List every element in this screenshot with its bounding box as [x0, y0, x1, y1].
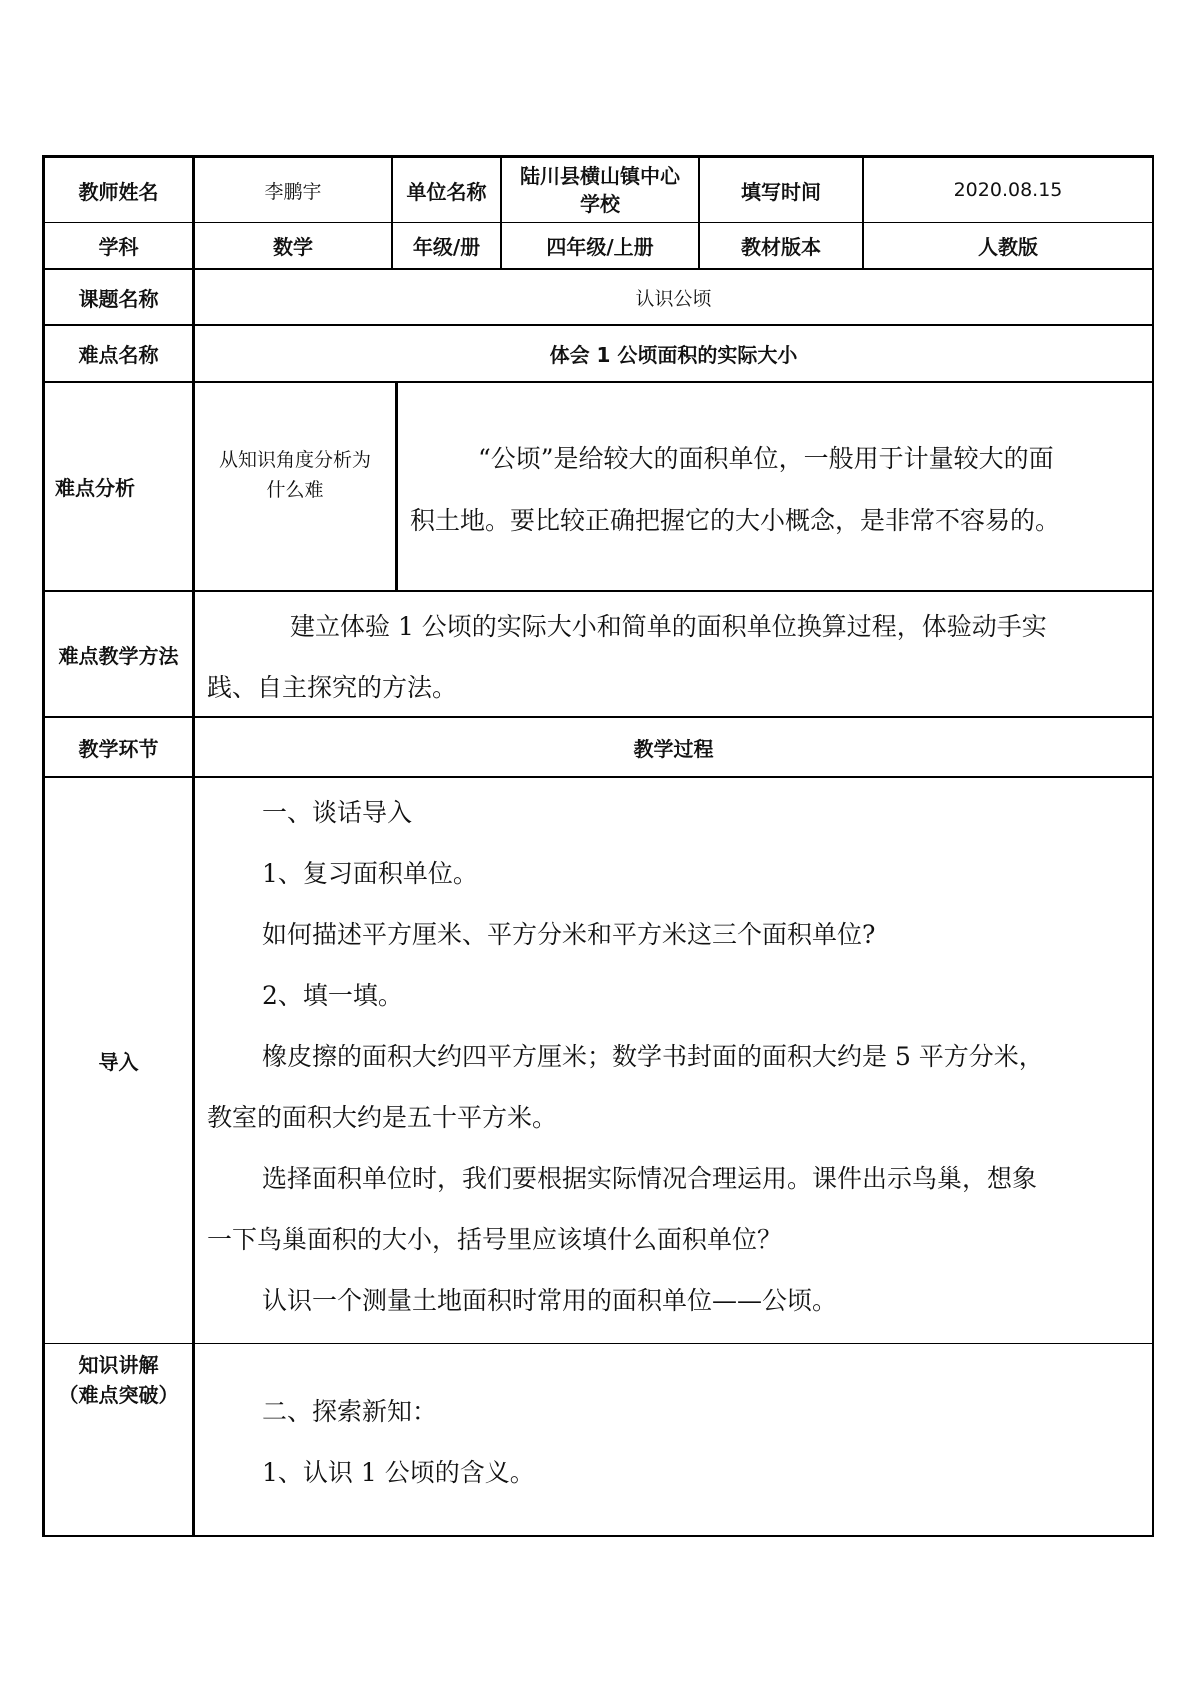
topic-value: 认识公顷	[635, 287, 712, 310]
row-line-4	[42, 381, 1154, 383]
method-text-line1: 建立体验 1 公顷的实际大小和简单的面积单位换算过程，体验动手实	[290, 612, 1047, 641]
analysis-label: 难点分析	[55, 476, 135, 500]
row-line-5	[42, 590, 1154, 592]
table-border-right	[1152, 155, 1154, 1537]
method-text-line2: 践、自主探究的方法。	[207, 673, 458, 702]
method-label: 难点教学方法	[58, 643, 179, 668]
intro-line-2: 1、复习面积单位。	[262, 859, 478, 888]
unit-name-value-line2: 学校	[580, 192, 620, 216]
fill-time-value: 2020.08.15	[953, 179, 1063, 201]
process-stage-label: 教学环节	[78, 736, 159, 761]
teacher-name-value: 李鹏宇	[264, 180, 322, 203]
knowledge-label	[45, 1350, 192, 1414]
analysis-sub-label-line1: 从知识角度分析为	[218, 449, 371, 471]
difficulty-value: 体会 1 公顷面积的实际大小	[549, 343, 798, 367]
row-line-7	[42, 776, 1154, 778]
teacher-name-label: 教师姓名	[78, 179, 159, 204]
intro-line-5: 橡皮擦的面积大约四平方厘米；数学书封面的面积大约是 5 平方分米，	[262, 1042, 1044, 1071]
knowledge-line-1: 二、探索新知：	[262, 1397, 438, 1426]
unit-name-label: 单位名称	[406, 179, 487, 204]
process-header-value: 教学过程	[633, 736, 714, 761]
intro-line-4: 2、填一填。	[262, 981, 403, 1010]
edition-label: 教材版本	[741, 235, 821, 259]
intro-line-8: 一下鸟巢面积的大小，括号里应该填什么面积单位？	[207, 1225, 783, 1254]
edition-value: 人教版	[978, 235, 1038, 259]
unit-name-value	[502, 158, 698, 222]
subject-label: 学科	[98, 235, 139, 259]
knowledge-label-line2: （难点突破）	[58, 1383, 179, 1407]
unit-name-value-line1: 陆川县横山镇中心	[520, 164, 680, 188]
analysis-sub-label	[195, 445, 395, 525]
intro-line-3: 如何描述平方厘米、平方分米和平方米这三个面积单位?	[262, 920, 876, 949]
difficulty-label: 难点名称	[78, 343, 159, 367]
analysis-sub-label-line2: 什么难	[266, 479, 324, 501]
table-border-bottom	[42, 1535, 1154, 1537]
intro-line-9: 认识一个测量土地面积时常用的面积单位——公顷。	[262, 1286, 838, 1315]
row-line-8	[42, 1343, 1154, 1344]
grade-value: 四年级/上册	[546, 235, 654, 259]
intro-line-7: 选择面积单位时，我们要根据实际情况合理运用。课件出示鸟巢，想象	[262, 1164, 1038, 1193]
col-line-analysis	[395, 381, 398, 592]
knowledge-label-line1: 知识讲解	[78, 1353, 159, 1377]
intro-label: 导入	[98, 1050, 139, 1074]
analysis-text-line1: “公顷”是给较大的面积单位，一般用于计量较大的面	[478, 444, 1054, 473]
fill-time-label: 填写时间	[741, 179, 821, 204]
intro-line-6: 教室的面积大约是五十平方米。	[207, 1103, 558, 1132]
grade-label: 年级/册	[412, 235, 481, 259]
intro-line-1: 一、谈话导入	[262, 798, 413, 827]
topic-label: 课题名称	[78, 286, 159, 311]
analysis-text-line2: 积土地。要比较正确把握它的大小概念，是非常不容易的。	[410, 506, 1061, 535]
knowledge-line-2: 1、认识 1 公顷的含义。	[262, 1458, 535, 1487]
subject-value: 数学	[273, 235, 313, 259]
